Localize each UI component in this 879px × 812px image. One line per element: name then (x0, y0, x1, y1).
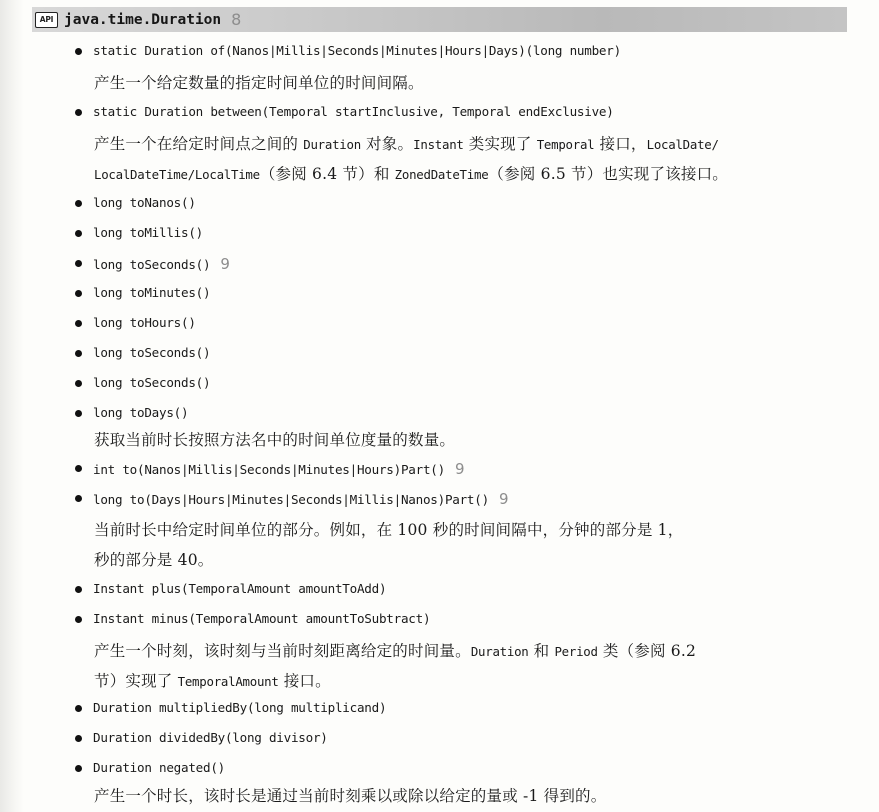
bullet-icon (75, 705, 82, 712)
description-text: 节）实现了 (94, 672, 178, 690)
bullet-icon (75, 616, 82, 623)
method-signature-text: long toSeconds() (93, 375, 211, 390)
bullet-icon (75, 410, 82, 417)
method-description: 秒的部分是 40。 (94, 551, 214, 569)
method-signature (93, 730, 328, 745)
version-badge: 9 (454, 460, 465, 478)
description-text: （参阅 6.5 节）也实现了该接口。 (488, 165, 729, 183)
method-signature (93, 405, 188, 420)
bullet-icon (75, 290, 82, 297)
method-signature-text: Duration dividedBy(long divisor) (93, 730, 328, 745)
method-signature-text: long toMillis() (93, 225, 203, 240)
method-signature-text: long toDays() (93, 405, 189, 420)
method-signature-text: long toSeconds() (93, 257, 211, 272)
bullet-icon (75, 320, 82, 327)
api-badge: API (35, 12, 58, 28)
bullet-icon (75, 260, 82, 267)
method-signature (93, 375, 210, 390)
bullet-icon (75, 586, 82, 593)
method-signature (93, 581, 386, 596)
method-description: 产生一个时长，该时长是通过当前时刻乘以或除以给定的量或 -1 得到的。 (94, 787, 607, 805)
description-text: 对象。 (360, 135, 414, 153)
method-signature (93, 315, 196, 330)
inline-code: ZonedDateTime (394, 167, 489, 182)
inline-code: TemporalAmount (177, 674, 279, 689)
bullet-icon (75, 109, 82, 116)
method-signature (93, 255, 230, 273)
method-signature (93, 700, 386, 715)
method-signature (93, 611, 430, 626)
inline-code: Duration (303, 137, 361, 152)
method-signature-text: Duration multipliedBy(long multiplicand) (93, 700, 387, 715)
method-description (94, 132, 719, 154)
method-signature (93, 195, 196, 210)
method-description: 当前时长中给定时间单位的部分。例如，在 100 秒的时间间隔中，分钟的部分是 1， (94, 521, 684, 539)
method-signature-text: int to(Nanos|Millis|Seconds|Minutes|Hours)Part() (93, 462, 445, 477)
version-badge: 9 (498, 490, 509, 508)
method-signature (93, 104, 614, 119)
inline-code: Period (554, 644, 598, 659)
method-description (94, 639, 696, 661)
description-text: 和 (528, 642, 555, 660)
method-description: 获取当前时长按照方法名中的时间单位度量的数量。 (94, 431, 456, 449)
method-signature-text: long toNanos() (93, 195, 196, 210)
description-text: （参阅 6.4 节）和 (259, 165, 395, 183)
bullet-icon (75, 230, 82, 237)
method-signature-text: static Duration between(Temporal startInclusive, Temporal endExclusive) (93, 104, 614, 119)
inline-code: Instant (413, 137, 464, 152)
method-signature (93, 43, 621, 58)
method-signature-text: Duration negated() (93, 760, 225, 775)
method-signature (93, 460, 465, 478)
method-signature-text: long to(Days|Hours|Minutes|Seconds|Millis|Nanos)Part() (93, 492, 489, 507)
method-signature (93, 345, 210, 360)
inline-code: Temporal (536, 137, 595, 152)
method-signature-text: Instant minus(TemporalAmount amountToSubtract) (93, 611, 431, 626)
method-signature (93, 760, 225, 775)
method-description (94, 669, 331, 691)
description-text: 类实现了 (463, 135, 537, 153)
api-version: 8 (231, 10, 242, 29)
version-badge: 9 (220, 255, 230, 273)
description-text: 接口。 (278, 672, 331, 690)
method-signature (93, 285, 210, 300)
bullet-icon (75, 380, 82, 387)
method-description (94, 162, 728, 184)
bullet-icon (75, 495, 82, 502)
method-signature-text: long toMinutes() (93, 285, 211, 300)
api-class-name: java.time.Duration (64, 11, 222, 28)
method-signature-text: static Duration of(Nanos|Millis|Seconds|Minutes|Hours|Days)(long number) (93, 43, 621, 58)
inline-code: LocalDate/ (646, 137, 719, 152)
bullet-icon (75, 350, 82, 357)
method-signature-text: Instant plus(TemporalAmount amountToAdd) (93, 581, 387, 596)
method-description: 产生一个给定数量的指定时间单位的时间间隔。 (94, 74, 424, 92)
bullet-icon (75, 765, 82, 772)
inline-code: LocalDateTime/LocalTime (94, 167, 260, 182)
method-signature-text: long toSeconds() (93, 345, 211, 360)
method-signature-text: long toHours() (93, 315, 196, 330)
method-signature (93, 490, 508, 508)
bullet-icon (75, 735, 82, 742)
description-text: 产生一个在给定时间点之间的 (94, 135, 304, 153)
bullet-icon (75, 200, 82, 207)
bullet-icon (75, 48, 82, 55)
description-text: 类（参阅 6.2 (597, 642, 697, 660)
description-text: 产生一个时刻，该时刻与当前时刻距离给定的时间量。 (94, 642, 471, 660)
inline-code: Duration (470, 644, 529, 659)
method-signature (93, 225, 203, 240)
description-text: 接口， (594, 135, 647, 153)
bullet-icon (75, 465, 82, 472)
